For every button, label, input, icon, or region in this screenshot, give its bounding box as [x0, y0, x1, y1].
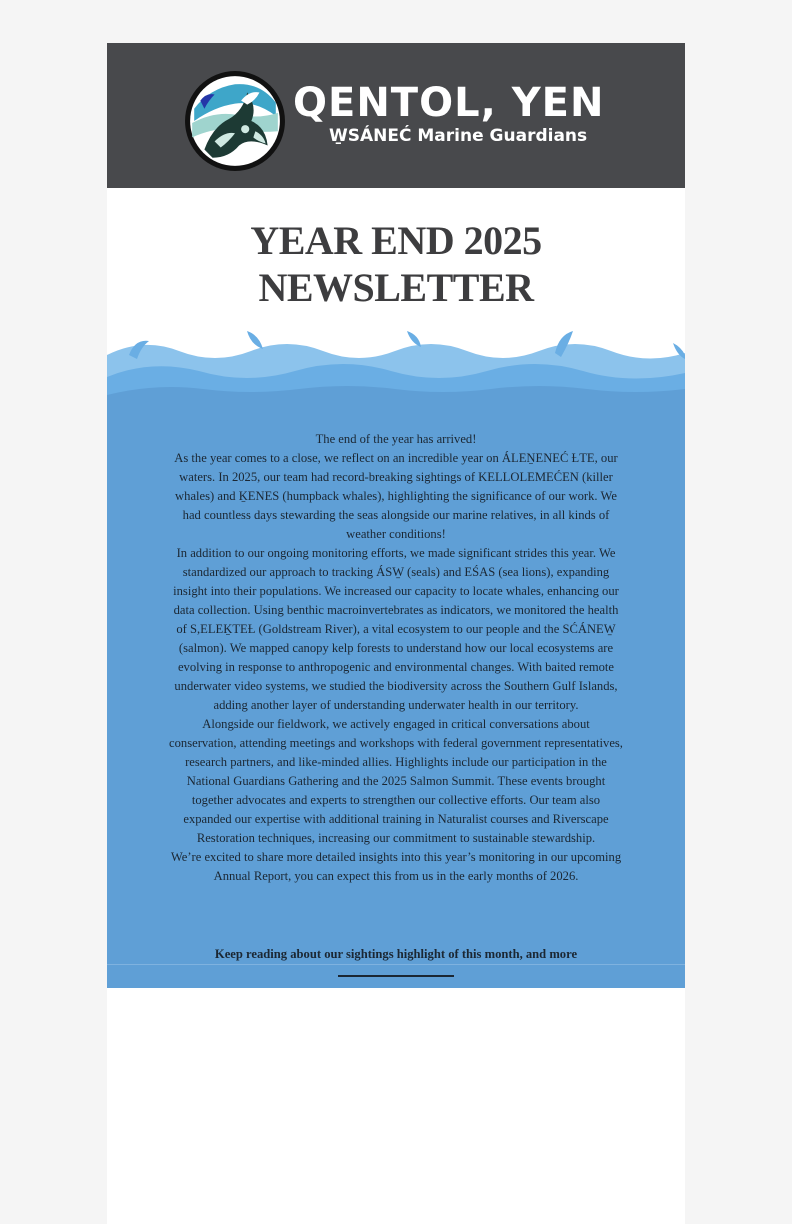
orca-logo-icon	[184, 70, 286, 172]
title-line-1: YEAR END 2025	[250, 218, 542, 263]
read-more-link[interactable]: Keep reading about our sightings highlight of this month, and more	[214, 947, 578, 961]
title-line-2: NEWSLETTER	[258, 265, 534, 310]
newsletter-body	[107, 421, 685, 988]
brand-subtitle: W̱SÁNEĆ Marine Guardians	[329, 126, 588, 146]
paragraph: As the year comes to a close, we reflect on an incredible year on ÁLEṈENEĆ ȽTE, our waters. In 2025, our team had record-breaking sightings of KELLOLEMEĆEN (killer whales) and ḴENES (humpback whales), highlighting the significance of our work. We had countless days stewarding the seas alongside our marine relatives, in all kinds of weather conditions!	[174, 451, 618, 541]
paragraph: We’re excited to share more detailed insights into this year’s monitoring in our upcoming Annual Report, you can expect this from us in the early months of 2026.	[170, 850, 622, 883]
newsletter-email	[107, 43, 685, 1224]
cta-underline	[338, 975, 454, 977]
header-banner	[107, 43, 685, 188]
section-divider	[107, 964, 685, 965]
wave-divider-icon	[107, 325, 685, 425]
paragraph: The end of the year has arrived!	[315, 432, 477, 446]
newsletter-title	[107, 217, 685, 311]
newsletter-copy	[169, 430, 623, 886]
brand-name: QENTOL, YEN	[293, 80, 605, 126]
paragraph: Alongside our fieldwork, we actively engaged in critical conversations about conservation, attending meetings and workshops with federal government representatives, research partners, and like-minded allies. Highlights include our participation in the National Guardians Gathering and the 2025 Salmon Summit. These events brought together advocates and experts to strengthen our collective efforts. Our team also expanded our expertise with additional training in Naturalist courses and Riverscape Restoration techniques, increasing our commitment to sustainable stewardship.	[169, 717, 623, 845]
paragraph: In addition to our ongoing monitoring efforts, we made significant strides this year. We standardized our approach to tracking ÁSW̱ (seals) and EŚAS (sea lions), expanding insight into their populations. We increased our capacity to locate whales, enhancing our data collection. Using benthic macroinvertebrates as indicators, we monitored the health of S,ELEḴTEȽ (Goldstream River), a vital ecosystem to our people and the SĆÁNEW̱ (salmon). We mapped canopy kelp forests to understand how our local ecosystems are evolving in response to anthropogenic and environmental changes. With baited remote underwater video systems, we studied the biodiversity across the Southern Gulf Islands, adding another layer of understanding underwater health in our territory.	[173, 546, 619, 712]
